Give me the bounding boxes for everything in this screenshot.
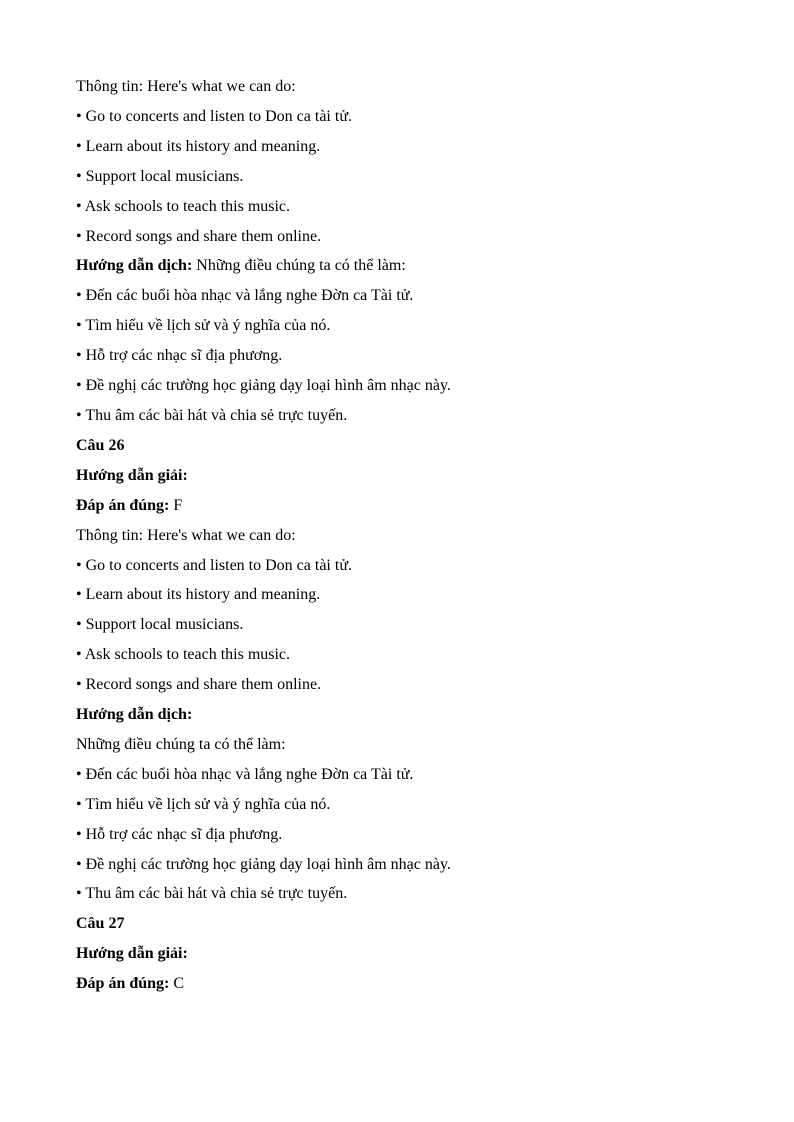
answer-line-27: [76, 969, 756, 999]
solution-guide-27: Hướng dẫn giải:: [76, 945, 188, 963]
question-heading-26: Câu 26: [76, 436, 125, 454]
solution-guide-26: Hướng dẫn giải:: [76, 466, 188, 484]
answer-label-26: Đáp án đúng:: [76, 496, 170, 514]
bullet-en-26-3: • Support local musicians.: [76, 616, 244, 634]
question-heading-27: Câu 27: [76, 915, 125, 933]
bullet-en-3: • Support local musicians.: [76, 167, 244, 185]
answer-line-26: [76, 491, 756, 521]
bullet-vi-26-1: • Đến các buổi hòa nhạc và lắng nghe Đờn ca Tài tử.: [76, 765, 414, 783]
bullet-en-1: • Go to concerts and listen to Don ca tài tử.: [76, 107, 352, 125]
bullet-en-26-4: • Ask schools to teach this music.: [76, 646, 291, 664]
translation-line: [76, 251, 756, 281]
answer-value-26: F: [169, 496, 183, 514]
info-line: Thông tin: Here's what we can do:: [76, 78, 296, 95]
bullet-vi-1: • Đến các buổi hòa nhạc và lắng nghe Đờn ca Tài tử.: [76, 287, 414, 305]
translation-intro: Những điều chúng ta có thể làm:: [192, 257, 406, 275]
bullet-en-26-2: • Learn about its history and meaning.: [76, 586, 321, 604]
bullet-vi-26-3: • Hỗ trợ các nhạc sĩ địa phương.: [76, 825, 283, 843]
bullet-vi-5: • Thu âm các bài hát và chia sẻ trực tuyến.: [76, 406, 348, 424]
bullet-en-26-5: • Record songs and share them online.: [76, 676, 322, 694]
info-line-26: Thông tin: Here's what we can do:: [76, 526, 296, 544]
document-page: [76, 72, 756, 999]
bullet-vi-26-4: • Đề nghị các trường học giảng dạy loại hình âm nhạc này.: [76, 855, 451, 873]
translation-intro-26: Những điều chúng ta có thể làm:: [76, 735, 286, 753]
translation-label: Hướng dẫn dịch:: [76, 257, 193, 275]
translation-label-26: Hướng dẫn dịch:: [76, 706, 193, 724]
bullet-vi-4: • Đề nghị các trường học giảng dạy loại hình âm nhạc này.: [76, 377, 451, 395]
bullet-vi-26-5: • Thu âm các bài hát và chia sẻ trực tuyến.: [76, 885, 348, 903]
answer-label-27: Đáp án đúng:: [76, 975, 170, 993]
bullet-vi-26-2: • Tìm hiểu về lịch sử và ý nghĩa của nó.: [76, 795, 331, 813]
bullet-en-4: • Ask schools to teach this music.: [76, 197, 291, 215]
bullet-vi-3: • Hỗ trợ các nhạc sĩ địa phương.: [76, 347, 283, 365]
answer-value-27: C: [169, 975, 185, 993]
bullet-en-5: • Record songs and share them online.: [76, 227, 322, 245]
bullet-vi-2: • Tìm hiểu về lịch sử và ý nghĩa của nó.: [76, 317, 331, 335]
bullet-en-26-1: • Go to concerts and listen to Don ca tài tử.: [76, 556, 352, 574]
bullet-en-2: • Learn about its history and meaning.: [76, 137, 321, 155]
